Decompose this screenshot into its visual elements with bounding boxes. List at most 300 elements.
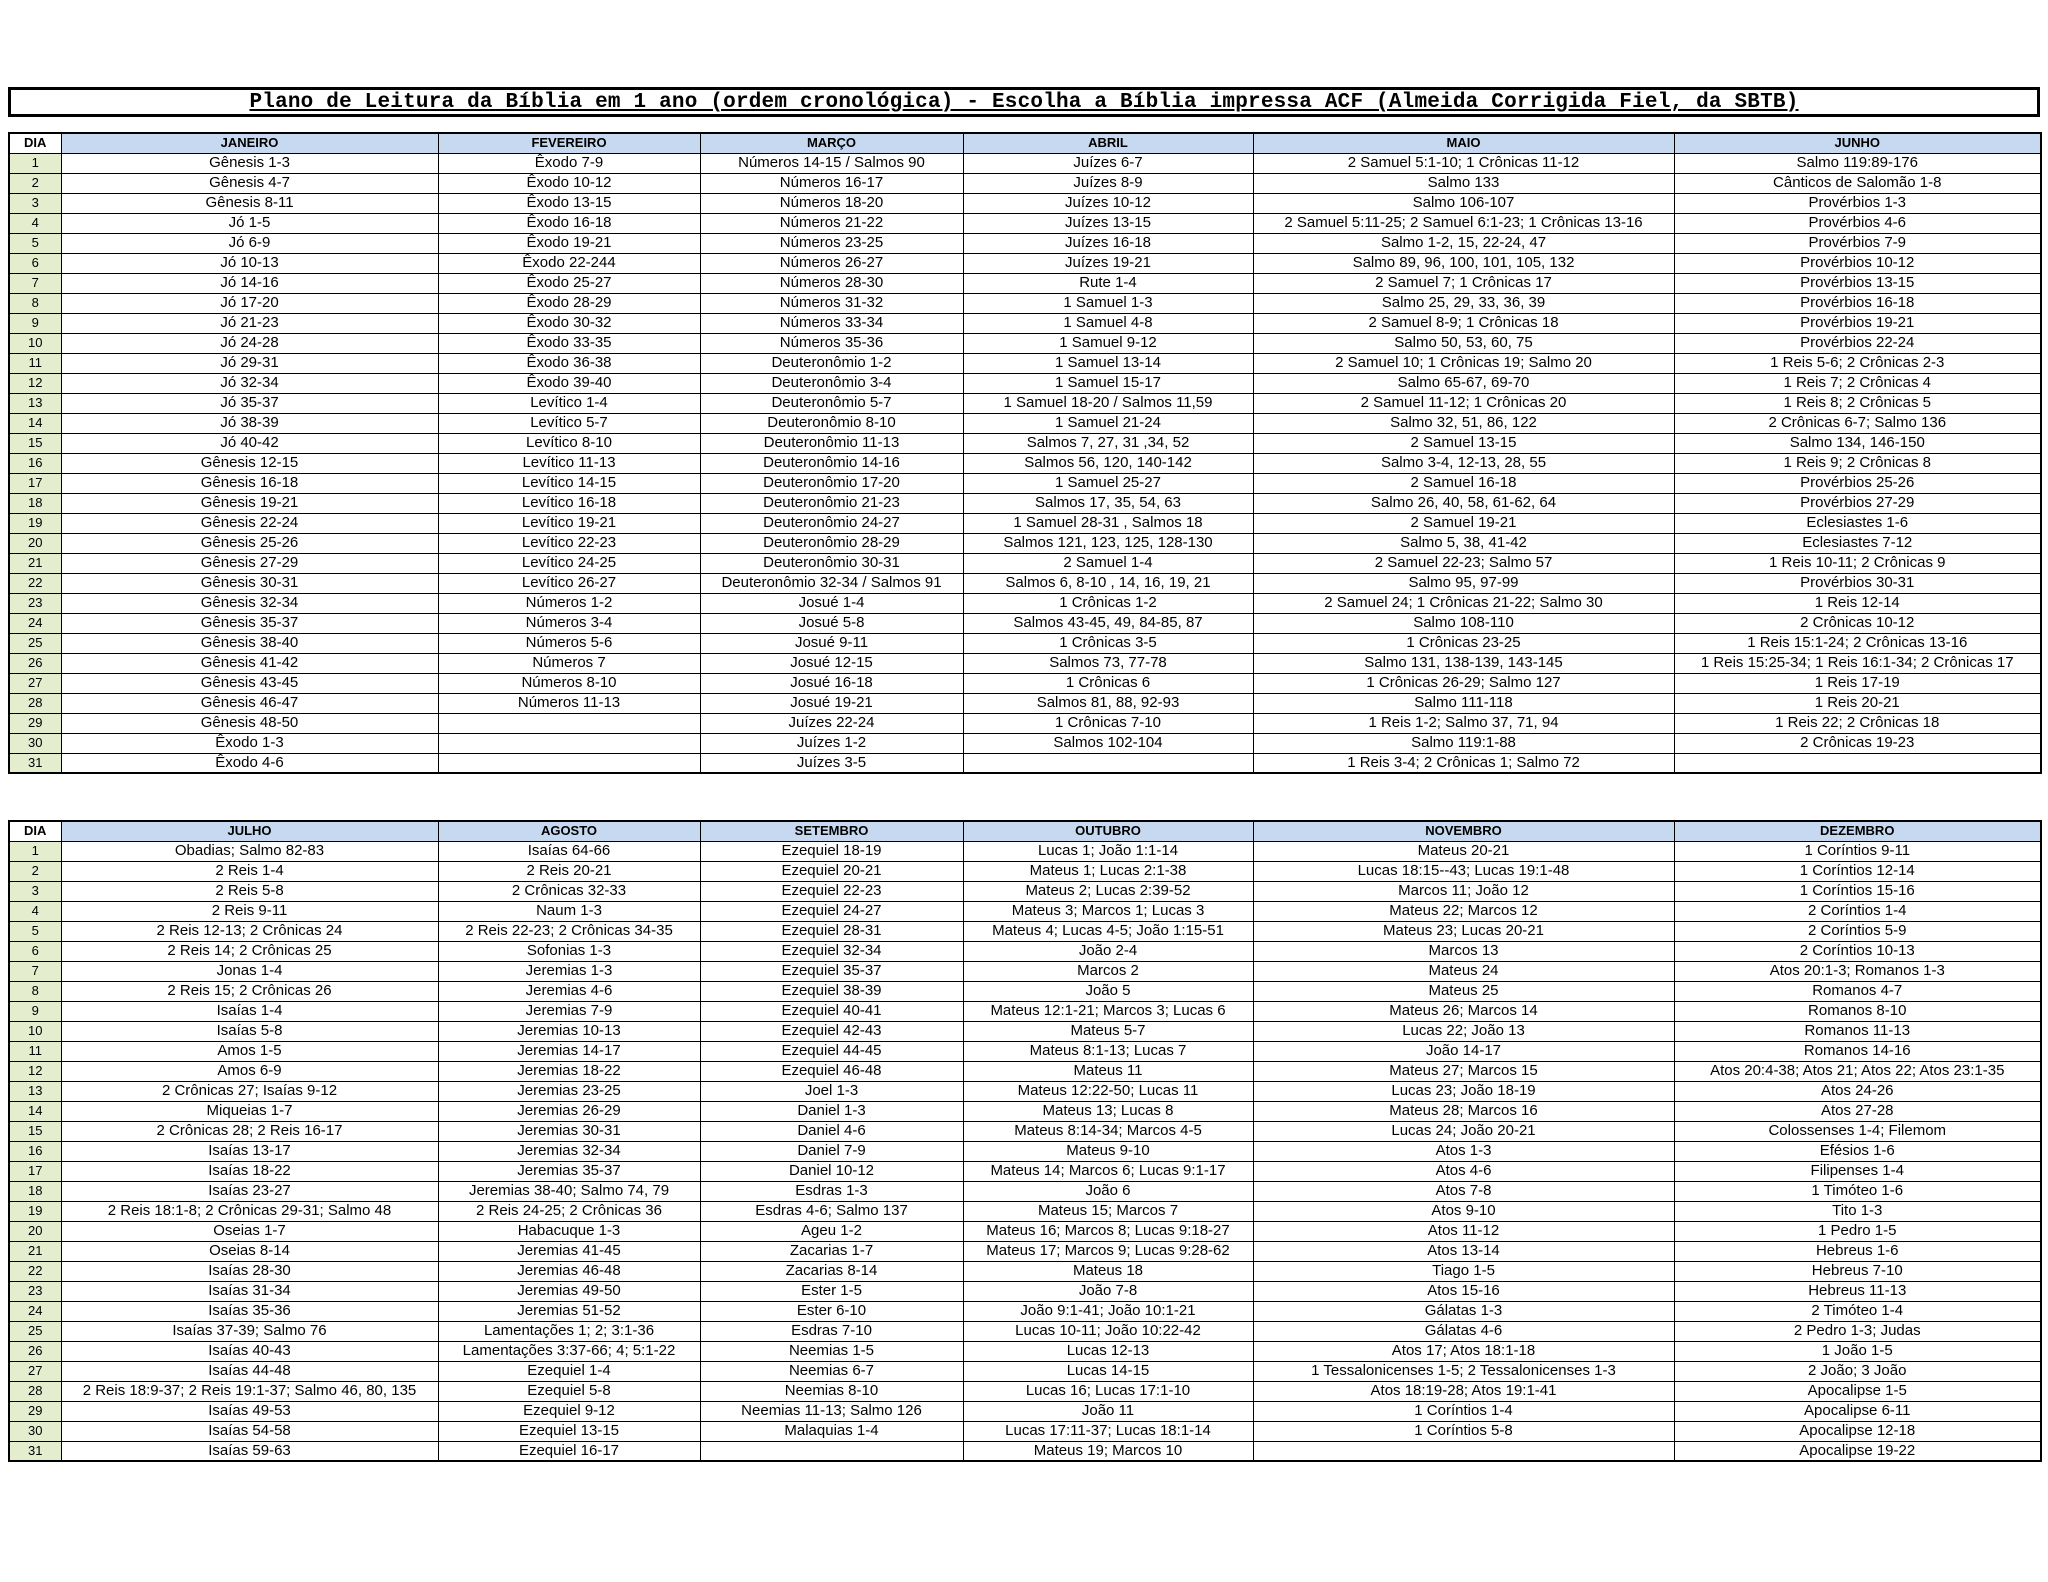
reading-cell: Esdras 1-3 (700, 1181, 963, 1201)
reading-cell: Êxodo 7-9 (438, 153, 700, 173)
reading-cell: 1 Reis 5-6; 2 Crônicas 2-3 (1674, 353, 2041, 373)
day-number-cell: 9 (9, 1001, 61, 1021)
reading-cell: Salmo 106-107 (1253, 193, 1674, 213)
page-title: Plano de Leitura da Bíblia em 1 ano (ordem cronológica) - Escolha a Bíblia impressa ACF (Almeida Corrigida Fiel, da SBTB) (249, 90, 1799, 114)
reading-cell: Lucas 17:11-37; Lucas 18:1-14 (963, 1421, 1253, 1441)
reading-cell: 1 Reis 7; 2 Crônicas 4 (1674, 373, 2041, 393)
table-row (9, 1081, 2041, 1101)
reading-cell: Juízes 22-24 (700, 713, 963, 733)
reading-cell: Gênesis 8-11 (61, 193, 438, 213)
reading-cell: Ester 6-10 (700, 1301, 963, 1321)
day-number-cell: 24 (9, 613, 61, 633)
reading-cell: Deuteronômio 21-23 (700, 493, 963, 513)
reading-cell: Ezequiel 44-45 (700, 1041, 963, 1061)
reading-cell: Rute 1-4 (963, 273, 1253, 293)
reading-cell: Ezequiel 18-19 (700, 841, 963, 861)
month-header: AGOSTO (438, 821, 700, 841)
reading-cell: Juízes 16-18 (963, 233, 1253, 253)
day-number-cell: 14 (9, 413, 61, 433)
reading-cell: Miqueias 1-7 (61, 1101, 438, 1121)
reading-cell: Zacarias 8-14 (700, 1261, 963, 1281)
reading-cell: Gênesis 4-7 (61, 173, 438, 193)
reading-cell: 2 Reis 22-23; 2 Crônicas 34-35 (438, 921, 700, 941)
reading-cell: Mateus 27; Marcos 15 (1253, 1061, 1674, 1081)
reading-cell: Lucas 16; Lucas 17:1-10 (963, 1381, 1253, 1401)
reading-cell: Mateus 26; Marcos 14 (1253, 1001, 1674, 1021)
reading-cell: Mateus 13; Lucas 8 (963, 1101, 1253, 1121)
dia-header: DIA (9, 133, 61, 153)
reading-cell: Juízes 1-2 (700, 733, 963, 753)
reading-cell: Juízes 8-9 (963, 173, 1253, 193)
reading-cell: Salmo 89, 96, 100, 101, 105, 132 (1253, 253, 1674, 273)
reading-cell (438, 753, 700, 773)
reading-cell: Jeremias 14-17 (438, 1041, 700, 1061)
reading-cell: 1 Reis 8; 2 Crônicas 5 (1674, 393, 2041, 413)
reading-cell: Lucas 10-11; João 10:22-42 (963, 1321, 1253, 1341)
reading-cell: Êxodo 4-6 (61, 753, 438, 773)
reading-cell: Lamentações 1; 2; 3:1-36 (438, 1321, 700, 1341)
reading-cell: Números 33-34 (700, 313, 963, 333)
reading-cell: 1 Samuel 15-17 (963, 373, 1253, 393)
reading-cell: Ezequiel 16-17 (438, 1441, 700, 1461)
reading-cell: 1 Samuel 21-24 (963, 413, 1253, 433)
day-number-cell: 28 (9, 1381, 61, 1401)
reading-cell: 1 Reis 10-11; 2 Crônicas 9 (1674, 553, 2041, 573)
reading-cell: 2 Samuel 16-18 (1253, 473, 1674, 493)
reading-cell: Atos 11-12 (1253, 1221, 1674, 1241)
reading-cell: Mateus 23; Lucas 20-21 (1253, 921, 1674, 941)
reading-cell: Ezequiel 20-21 (700, 861, 963, 881)
reading-cell: 1 Reis 12-14 (1674, 593, 2041, 613)
table-row (9, 353, 2041, 373)
day-number-cell: 11 (9, 1041, 61, 1061)
reading-cell: Atos 15-16 (1253, 1281, 1674, 1301)
table-row (9, 941, 2041, 961)
table-row (9, 433, 2041, 453)
reading-cell: Ezequiel 38-39 (700, 981, 963, 1001)
reading-cell: Ezequiel 1-4 (438, 1361, 700, 1381)
reading-cell: Jó 32-34 (61, 373, 438, 393)
table-row (9, 493, 2041, 513)
reading-cell: Atos 20:1-3; Romanos 1-3 (1674, 961, 2041, 981)
day-number-cell: 26 (9, 1341, 61, 1361)
reading-cell: Gênesis 16-18 (61, 473, 438, 493)
reading-cell: Jeremias 1-3 (438, 961, 700, 981)
reading-cell: Jeremias 49-50 (438, 1281, 700, 1301)
reading-cell: Mateus 1; Lucas 2:1-38 (963, 861, 1253, 881)
day-number-cell: 3 (9, 193, 61, 213)
reading-cell: Jeremias 18-22 (438, 1061, 700, 1081)
reading-cell: Eclesiastes 1-6 (1674, 513, 2041, 533)
reading-cell: Josué 1-4 (700, 593, 963, 613)
reading-cell: Isaías 49-53 (61, 1401, 438, 1421)
reading-cell: Jó 21-23 (61, 313, 438, 333)
reading-cell: Jó 29-31 (61, 353, 438, 373)
reading-cell: 2 Crônicas 10-12 (1674, 613, 2041, 633)
reading-cell: Marcos 11; João 12 (1253, 881, 1674, 901)
reading-cell: Gênesis 22-24 (61, 513, 438, 533)
reading-cell: 1 Coríntios 12-14 (1674, 861, 2041, 881)
reading-cell: Obadias; Salmo 82-83 (61, 841, 438, 861)
reading-cell: 1 Samuel 18-20 / Salmos 11,59 (963, 393, 1253, 413)
reading-cell: Isaías 23-27 (61, 1181, 438, 1201)
reading-cell: 2 Samuel 1-4 (963, 553, 1253, 573)
table-row (9, 1021, 2041, 1041)
reading-cell: Salmo 95, 97-99 (1253, 573, 1674, 593)
reading-cell: 1 Coríntios 9-11 (1674, 841, 2041, 861)
day-number-cell: 22 (9, 573, 61, 593)
reading-cell: Salmo 3-4, 12-13, 28, 55 (1253, 453, 1674, 473)
reading-cell: João 11 (963, 1401, 1253, 1421)
reading-cell: Romanos 11-13 (1674, 1021, 2041, 1041)
reading-cell: 2 Crônicas 28; 2 Reis 16-17 (61, 1121, 438, 1141)
reading-cell: Neemias 11-13; Salmo 126 (700, 1401, 963, 1421)
day-number-cell: 5 (9, 233, 61, 253)
reading-cell: 2 Reis 18:9-37; 2 Reis 19:1-37; Salmo 46, 80, 135 (61, 1381, 438, 1401)
reading-cell: Jó 35-37 (61, 393, 438, 413)
reading-cell: Tiago 1-5 (1253, 1261, 1674, 1281)
reading-cell (963, 753, 1253, 773)
day-number-cell: 16 (9, 1141, 61, 1161)
reading-cell: Lamentações 3:37-66; 4; 5:1-22 (438, 1341, 700, 1361)
month-header: JUNHO (1674, 133, 2041, 153)
reading-cell: Deuteronômio 5-7 (700, 393, 963, 413)
reading-cell: Ezequiel 13-15 (438, 1421, 700, 1441)
reading-cell: Salmo 25, 29, 33, 36, 39 (1253, 293, 1674, 313)
reading-cell: Números 21-22 (700, 213, 963, 233)
reading-cell: Lucas 12-13 (963, 1341, 1253, 1361)
reading-cell: 1 Reis 22; 2 Crônicas 18 (1674, 713, 2041, 733)
reading-cell: Gênesis 27-29 (61, 553, 438, 573)
reading-cell: Zacarias 1-7 (700, 1241, 963, 1261)
reading-cell: Hebreus 11-13 (1674, 1281, 2041, 1301)
reading-cell: Salmo 32, 51, 86, 122 (1253, 413, 1674, 433)
reading-cell: Provérbios 22-24 (1674, 333, 2041, 353)
reading-cell: João 7-8 (963, 1281, 1253, 1301)
month-header: JULHO (61, 821, 438, 841)
table-row (9, 213, 2041, 233)
month-header: OUTUBRO (963, 821, 1253, 841)
reading-cell: João 9:1-41; João 10:1-21 (963, 1301, 1253, 1321)
reading-plan-table-jan-jun (8, 132, 2042, 774)
reading-cell: Deuteronômio 8-10 (700, 413, 963, 433)
reading-cell: Ezequiel 35-37 (700, 961, 963, 981)
reading-cell: 1 Reis 15:1-24; 2 Crônicas 13-16 (1674, 633, 2041, 653)
reading-cell: Tito 1-3 (1674, 1201, 2041, 1221)
reading-cell: Provérbios 7-9 (1674, 233, 2041, 253)
reading-cell: Ezequiel 5-8 (438, 1381, 700, 1401)
table-row (9, 313, 2041, 333)
reading-cell: Lucas 24; João 20-21 (1253, 1121, 1674, 1141)
reading-cell: Marcos 13 (1253, 941, 1674, 961)
reading-cell: Deuteronômio 28-29 (700, 533, 963, 553)
reading-cell: Juízes 10-12 (963, 193, 1253, 213)
reading-cell: Deuteronômio 24-27 (700, 513, 963, 533)
reading-cell: Apocalipse 6-11 (1674, 1401, 2041, 1421)
table-row (9, 533, 2041, 553)
table-row (9, 573, 2041, 593)
reading-cell: Mateus 16; Marcos 8; Lucas 9:18-27 (963, 1221, 1253, 1241)
table-row (9, 1301, 2041, 1321)
reading-cell: Salmo 26, 40, 58, 61-62, 64 (1253, 493, 1674, 513)
reading-cell: 1 Reis 17-19 (1674, 673, 2041, 693)
reading-cell: 2 Reis 9-11 (61, 901, 438, 921)
table-row (9, 693, 2041, 713)
table-row (9, 1241, 2041, 1261)
reading-cell: Cânticos de Salomão 1-8 (1674, 173, 2041, 193)
reading-cell: 2 Coríntios 10-13 (1674, 941, 2041, 961)
reading-cell: Deuteronômio 30-31 (700, 553, 963, 573)
reading-cell: Êxodo 16-18 (438, 213, 700, 233)
reading-cell: Daniel 7-9 (700, 1141, 963, 1161)
month-header: DEZEMBRO (1674, 821, 2041, 841)
reading-cell: Números 7 (438, 653, 700, 673)
reading-cell: Ezequiel 22-23 (700, 881, 963, 901)
table-row (9, 1141, 2041, 1161)
reading-cell: Efésios 1-6 (1674, 1141, 2041, 1161)
reading-cell: Gálatas 4-6 (1253, 1321, 1674, 1341)
month-header: MAIO (1253, 133, 1674, 153)
day-number-cell: 30 (9, 733, 61, 753)
reading-cell: Êxodo 1-3 (61, 733, 438, 753)
day-number-cell: 2 (9, 861, 61, 881)
reading-cell: 1 Reis 15:25-34; 1 Reis 16:1-34; 2 Crônicas 17 (1674, 653, 2041, 673)
table-row (9, 473, 2041, 493)
reading-cell: Atos 13-14 (1253, 1241, 1674, 1261)
reading-cell: Salmo 119:89-176 (1674, 153, 2041, 173)
reading-cell: Mateus 14; Marcos 6; Lucas 9:1-17 (963, 1161, 1253, 1181)
reading-cell: Provérbios 30-31 (1674, 573, 2041, 593)
table-row (9, 1121, 2041, 1141)
reading-cell: Salmos 17, 35, 54, 63 (963, 493, 1253, 513)
reading-cell: 2 Samuel 11-12; 1 Crônicas 20 (1253, 393, 1674, 413)
reading-cell: Gênesis 30-31 (61, 573, 438, 593)
day-number-cell: 26 (9, 653, 61, 673)
reading-cell: 2 Reis 1-4 (61, 861, 438, 881)
reading-cell: Levítico 19-21 (438, 513, 700, 533)
reading-cell: 2 Samuel 22-23; Salmo 57 (1253, 553, 1674, 573)
reading-cell: João 14-17 (1253, 1041, 1674, 1061)
reading-cell: Daniel 10-12 (700, 1161, 963, 1181)
reading-cell: Lucas 14-15 (963, 1361, 1253, 1381)
reading-cell: Lucas 23; João 18-19 (1253, 1081, 1674, 1101)
day-number-cell: 28 (9, 693, 61, 713)
day-number-cell: 4 (9, 213, 61, 233)
reading-cell: Jó 40-42 (61, 433, 438, 453)
table-row (9, 753, 2041, 773)
reading-cell (438, 733, 700, 753)
reading-cell: Jó 24-28 (61, 333, 438, 353)
reading-cell: Sofonias 1-3 (438, 941, 700, 961)
reading-cell: Jó 38-39 (61, 413, 438, 433)
reading-cell: Atos 9-10 (1253, 1201, 1674, 1221)
reading-cell: Êxodo 22-244 (438, 253, 700, 273)
reading-cell: 1 Samuel 28-31 , Salmos 18 (963, 513, 1253, 533)
table-row (9, 1261, 2041, 1281)
table-row (9, 293, 2041, 313)
day-number-cell: 21 (9, 1241, 61, 1261)
reading-cell: 2 Samuel 10; 1 Crônicas 19; Salmo 20 (1253, 353, 1674, 373)
reading-cell: Mateus 4; Lucas 4-5; João 1:15-51 (963, 921, 1253, 941)
reading-cell: Ezequiel 24-27 (700, 901, 963, 921)
table-row (9, 713, 2041, 733)
reading-cell: Salmos 102-104 (963, 733, 1253, 753)
table-row (9, 1221, 2041, 1241)
reading-cell: Mateus 19; Marcos 10 (963, 1441, 1253, 1461)
reading-cell: Isaías 64-66 (438, 841, 700, 861)
reading-cell: Juízes 6-7 (963, 153, 1253, 173)
reading-cell: Números 26-27 (700, 253, 963, 273)
reading-cell: Salmo 5, 38, 41-42 (1253, 533, 1674, 553)
reading-cell: 1 Samuel 4-8 (963, 313, 1253, 333)
reading-cell: Jeremias 26-29 (438, 1101, 700, 1121)
reading-cell: João 2-4 (963, 941, 1253, 961)
table-row (9, 1061, 2041, 1081)
reading-cell: Josué 5-8 (700, 613, 963, 633)
day-number-cell: 9 (9, 313, 61, 333)
reading-cell: Levítico 26-27 (438, 573, 700, 593)
reading-cell: Jeremias 10-13 (438, 1021, 700, 1041)
day-number-cell: 25 (9, 1321, 61, 1341)
reading-cell: Mateus 24 (1253, 961, 1674, 981)
reading-cell: Josué 16-18 (700, 673, 963, 693)
reading-cell: 1 Crônicas 3-5 (963, 633, 1253, 653)
reading-cell: Mateus 2; Lucas 2:39-52 (963, 881, 1253, 901)
reading-cell: Números 8-10 (438, 673, 700, 693)
month-header: JANEIRO (61, 133, 438, 153)
reading-cell: 2 Samuel 8-9; 1 Crônicas 18 (1253, 313, 1674, 333)
reading-cell: Mateus 18 (963, 1261, 1253, 1281)
reading-cell: Atos 18:19-28; Atos 19:1-41 (1253, 1381, 1674, 1401)
reading-cell: 2 Reis 12-13; 2 Crônicas 24 (61, 921, 438, 941)
reading-cell: Isaías 28-30 (61, 1261, 438, 1281)
day-number-cell: 31 (9, 753, 61, 773)
reading-cell: Provérbios 19-21 (1674, 313, 2041, 333)
table-row (9, 861, 2041, 881)
day-number-cell: 8 (9, 981, 61, 1001)
day-number-cell: 18 (9, 493, 61, 513)
reading-cell: Neemias 8-10 (700, 1381, 963, 1401)
reading-cell: Provérbios 4-6 (1674, 213, 2041, 233)
reading-cell: Jonas 1-4 (61, 961, 438, 981)
reading-cell: 1 Pedro 1-5 (1674, 1221, 2041, 1241)
table-row (9, 373, 2041, 393)
reading-cell: Provérbios 10-12 (1674, 253, 2041, 273)
reading-cell (438, 713, 700, 733)
reading-cell: Gênesis 19-21 (61, 493, 438, 513)
reading-cell: Juízes 13-15 (963, 213, 1253, 233)
day-number-cell: 8 (9, 293, 61, 313)
reading-cell: Romanos 8-10 (1674, 1001, 2041, 1021)
reading-cell (1253, 1441, 1674, 1461)
reading-cell: Deuteronômio 11-13 (700, 433, 963, 453)
reading-cell: Josué 9-11 (700, 633, 963, 653)
reading-cell: 2 Samuel 13-15 (1253, 433, 1674, 453)
reading-cell: Jeremias 4-6 (438, 981, 700, 1001)
reading-cell: Neemias 6-7 (700, 1361, 963, 1381)
day-number-cell: 4 (9, 901, 61, 921)
reading-cell: Salmos 7, 27, 31 ,34, 52 (963, 433, 1253, 453)
day-number-cell: 18 (9, 1181, 61, 1201)
reading-cell: Oseias 1-7 (61, 1221, 438, 1241)
reading-cell: 2 Crônicas 19-23 (1674, 733, 2041, 753)
reading-cell: Jó 14-16 (61, 273, 438, 293)
reading-cell: 1 Crônicas 1-2 (963, 593, 1253, 613)
reading-cell: Salmos 73, 77-78 (963, 653, 1253, 673)
reading-cell: Lucas 18:15--43; Lucas 19:1-48 (1253, 861, 1674, 881)
day-number-cell: 7 (9, 961, 61, 981)
dia-header: DIA (9, 821, 61, 841)
reading-cell: Isaías 40-43 (61, 1341, 438, 1361)
reading-cell: Isaías 1-4 (61, 1001, 438, 1021)
day-number-cell: 19 (9, 513, 61, 533)
reading-cell: Isaías 54-58 (61, 1421, 438, 1441)
table-row (9, 453, 2041, 473)
reading-cell: Provérbios 25-26 (1674, 473, 2041, 493)
reading-cell: Números 11-13 (438, 693, 700, 713)
reading-cell: Salmos 81, 88, 92-93 (963, 693, 1253, 713)
reading-cell: Deuteronômio 3-4 (700, 373, 963, 393)
reading-cell: Jó 10-13 (61, 253, 438, 273)
reading-cell: 1 Timóteo 1-6 (1674, 1181, 2041, 1201)
reading-cell: 2 Reis 20-21 (438, 861, 700, 881)
reading-cell: 1 Reis 9; 2 Crônicas 8 (1674, 453, 2041, 473)
table-row (9, 193, 2041, 213)
reading-cell: Habacuque 1-3 (438, 1221, 700, 1241)
table-row (9, 673, 2041, 693)
day-number-cell: 20 (9, 533, 61, 553)
reading-cell: Deuteronômio 14-16 (700, 453, 963, 473)
reading-cell: Levítico 8-10 (438, 433, 700, 453)
reading-cell: Êxodo 28-29 (438, 293, 700, 313)
reading-cell: Atos 20:4-38; Atos 21; Atos 22; Atos 23:1-35 (1674, 1061, 2041, 1081)
reading-cell: Gênesis 25-26 (61, 533, 438, 553)
reading-cell: Levítico 1-4 (438, 393, 700, 413)
table-row (9, 1401, 2041, 1421)
reading-cell: Naum 1-3 (438, 901, 700, 921)
reading-cell: Salmos 56, 120, 140-142 (963, 453, 1253, 473)
reading-cell: Atos 24-26 (1674, 1081, 2041, 1101)
day-number-cell: 23 (9, 593, 61, 613)
reading-cell: 1 Samuel 1-3 (963, 293, 1253, 313)
day-number-cell: 13 (9, 393, 61, 413)
day-number-cell: 30 (9, 1421, 61, 1441)
reading-cell: Ester 1-5 (700, 1281, 963, 1301)
reading-cell: Joel 1-3 (700, 1081, 963, 1101)
reading-cell: Neemias 1-5 (700, 1341, 963, 1361)
reading-cell: 2 Reis 18:1-8; 2 Crônicas 29-31; Salmo 48 (61, 1201, 438, 1221)
reading-cell: Levítico 5-7 (438, 413, 700, 433)
reading-cell: 1 Reis 1-2; Salmo 37, 71, 94 (1253, 713, 1674, 733)
reading-cell: Gálatas 1-3 (1253, 1301, 1674, 1321)
day-number-cell: 19 (9, 1201, 61, 1221)
table-header-row (9, 821, 2041, 841)
reading-cell: Êxodo 30-32 (438, 313, 700, 333)
reading-cell: Mateus 25 (1253, 981, 1674, 1001)
reading-cell: Juízes 3-5 (700, 753, 963, 773)
reading-cell: Mateus 12:22-50; Lucas 11 (963, 1081, 1253, 1101)
reading-cell: Daniel 1-3 (700, 1101, 963, 1121)
reading-cell: Lucas 1; João 1:1-14 (963, 841, 1253, 861)
reading-cell: Jeremias 30-31 (438, 1121, 700, 1141)
reading-cell: Gênesis 12-15 (61, 453, 438, 473)
reading-cell: 2 Crônicas 32-33 (438, 881, 700, 901)
table-row (9, 333, 2041, 353)
reading-cell: Salmo 108-110 (1253, 613, 1674, 633)
day-number-cell: 7 (9, 273, 61, 293)
reading-cell: Deuteronômio 17-20 (700, 473, 963, 493)
table-row (9, 153, 2041, 173)
